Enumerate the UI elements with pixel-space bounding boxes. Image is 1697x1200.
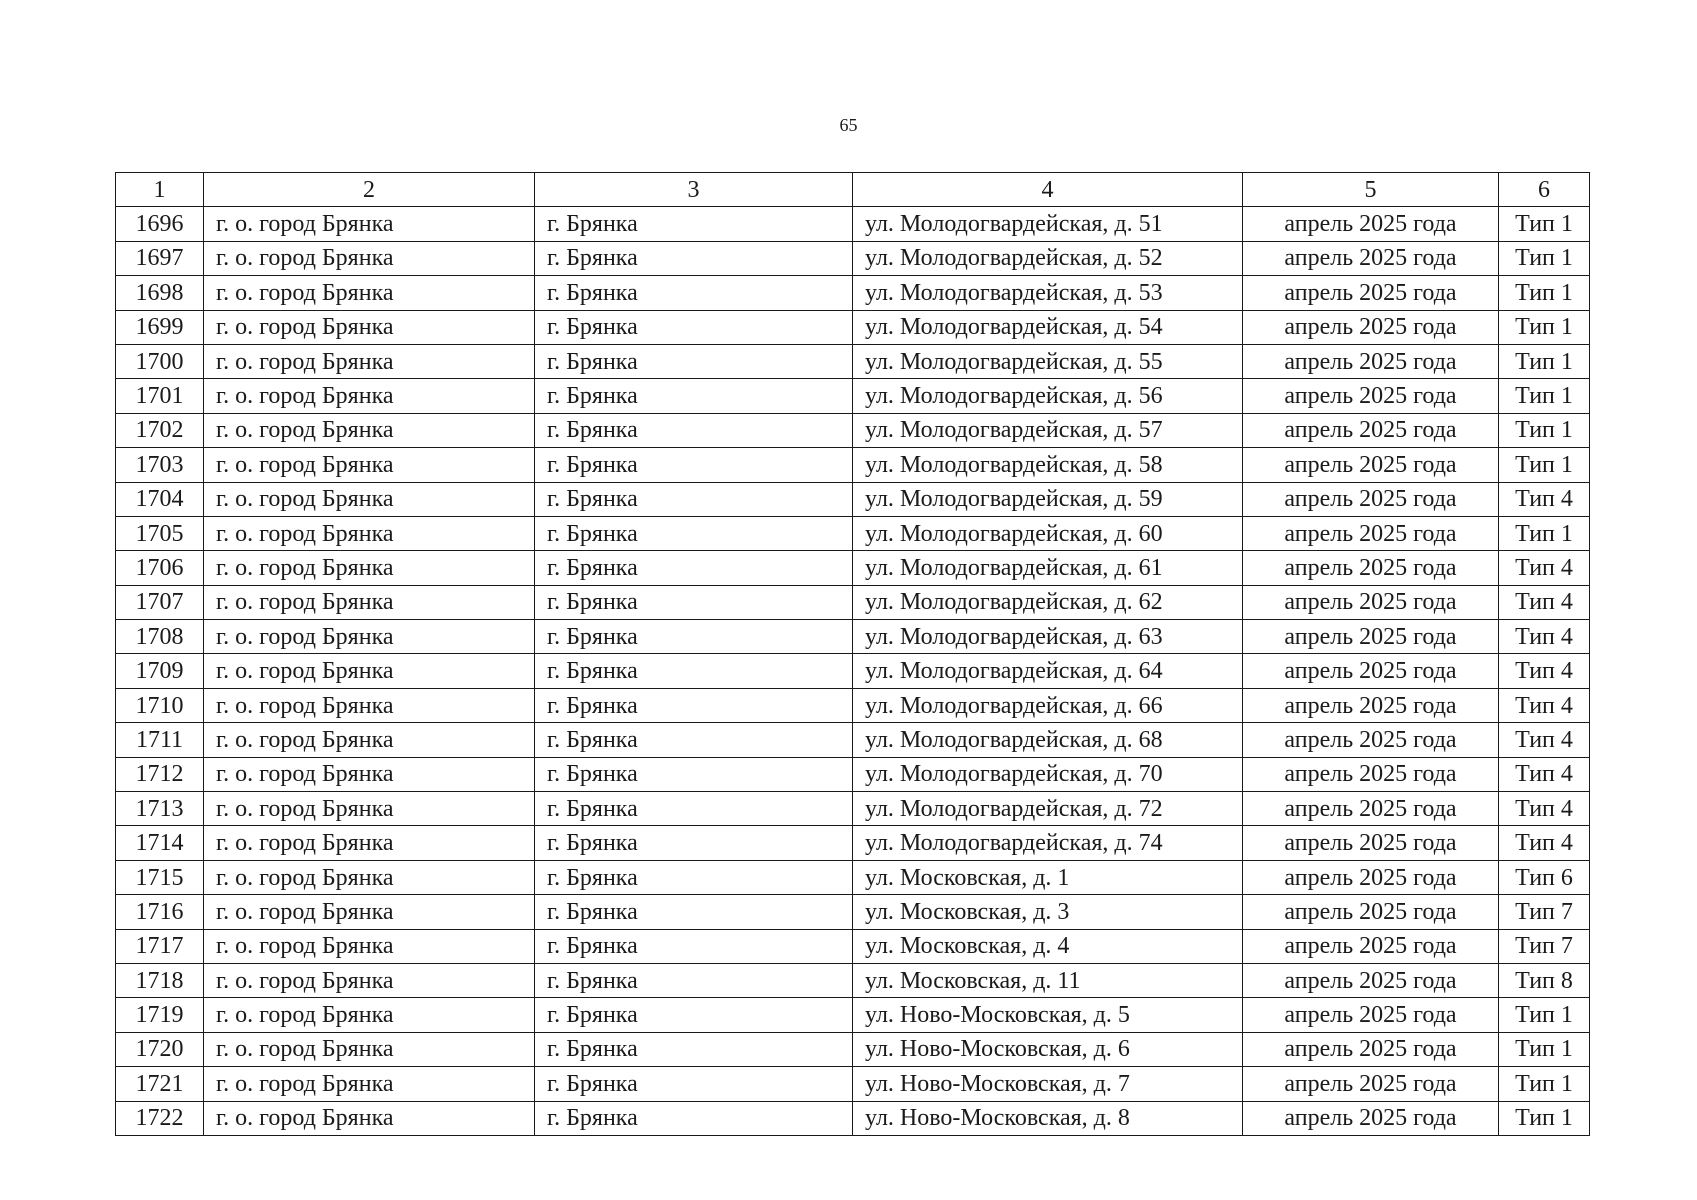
municipality-cell: г. о. город Брянка: [204, 998, 535, 1032]
date-cell: апрель 2025 года: [1243, 792, 1499, 826]
table-row: [116, 620, 1590, 654]
table-header: [116, 173, 1590, 207]
type-cell: Тип 1: [1499, 379, 1590, 413]
settlement-cell: г. Брянка: [535, 688, 853, 722]
table-row: [116, 929, 1590, 963]
municipality-cell: г. о. город Брянка: [204, 963, 535, 997]
municipality-cell: г. о. город Брянка: [204, 516, 535, 550]
municipality-cell: г. о. город Брянка: [204, 757, 535, 791]
table-row: [116, 826, 1590, 860]
column-header-4: 4: [853, 173, 1243, 207]
date-cell: апрель 2025 года: [1243, 620, 1499, 654]
row-number-cell: 1721: [116, 1067, 204, 1101]
table-row: [116, 757, 1590, 791]
municipality-cell: г. о. город Брянка: [204, 413, 535, 447]
settlement-cell: г. Брянка: [535, 792, 853, 826]
type-cell: Тип 1: [1499, 344, 1590, 378]
date-cell: апрель 2025 года: [1243, 585, 1499, 619]
municipality-cell: г. о. город Брянка: [204, 792, 535, 826]
address-cell: ул. Молодогвардейская, д. 63: [853, 620, 1243, 654]
settlement-cell: г. Брянка: [535, 344, 853, 378]
type-cell: Тип 1: [1499, 998, 1590, 1032]
address-cell: ул. Молодогвардейская, д. 64: [853, 654, 1243, 688]
row-number-cell: 1707: [116, 585, 204, 619]
date-cell: апрель 2025 года: [1243, 344, 1499, 378]
address-cell: ул. Молодогвардейская, д. 74: [853, 826, 1243, 860]
type-cell: Тип 4: [1499, 826, 1590, 860]
address-cell: ул. Московская, д. 3: [853, 895, 1243, 929]
table-row: [116, 688, 1590, 722]
table-row: [116, 207, 1590, 241]
date-cell: апрель 2025 года: [1243, 688, 1499, 722]
row-number-cell: 1703: [116, 448, 204, 482]
address-cell: ул. Молодогвардейская, д. 54: [853, 310, 1243, 344]
municipality-cell: г. о. город Брянка: [204, 448, 535, 482]
address-cell: ул. Молодогвардейская, д. 59: [853, 482, 1243, 516]
address-cell: ул. Ново-Московская, д. 7: [853, 1067, 1243, 1101]
row-number-cell: 1704: [116, 482, 204, 516]
type-cell: Тип 1: [1499, 516, 1590, 550]
settlement-cell: г. Брянка: [535, 826, 853, 860]
type-cell: Тип 1: [1499, 207, 1590, 241]
table-row: [116, 998, 1590, 1032]
date-cell: апрель 2025 года: [1243, 963, 1499, 997]
table-row: [116, 1032, 1590, 1066]
settlement-cell: г. Брянка: [535, 310, 853, 344]
row-number-cell: 1709: [116, 654, 204, 688]
type-cell: Тип 1: [1499, 448, 1590, 482]
row-number-cell: 1722: [116, 1101, 204, 1135]
date-cell: апрель 2025 года: [1243, 241, 1499, 275]
municipality-cell: г. о. город Брянка: [204, 895, 535, 929]
date-cell: апрель 2025 года: [1243, 551, 1499, 585]
table-row: [116, 276, 1590, 310]
type-cell: Тип 7: [1499, 929, 1590, 963]
date-cell: апрель 2025 года: [1243, 207, 1499, 241]
row-number-cell: 1705: [116, 516, 204, 550]
municipality-cell: г. о. город Брянка: [204, 860, 535, 894]
type-cell: Тип 1: [1499, 1067, 1590, 1101]
municipality-cell: г. о. город Брянка: [204, 826, 535, 860]
type-cell: Тип 1: [1499, 276, 1590, 310]
address-cell: ул. Молодогвардейская, д. 60: [853, 516, 1243, 550]
type-cell: Тип 7: [1499, 895, 1590, 929]
municipality-cell: г. о. город Брянка: [204, 379, 535, 413]
date-cell: апрель 2025 года: [1243, 654, 1499, 688]
date-cell: апрель 2025 года: [1243, 723, 1499, 757]
date-cell: апрель 2025 года: [1243, 1067, 1499, 1101]
row-number-cell: 1713: [116, 792, 204, 826]
column-header-5: 5: [1243, 173, 1499, 207]
address-cell: ул. Молодогвардейская, д. 66: [853, 688, 1243, 722]
row-number-cell: 1720: [116, 1032, 204, 1066]
type-cell: Тип 8: [1499, 963, 1590, 997]
type-cell: Тип 4: [1499, 688, 1590, 722]
address-cell: ул. Молодогвардейская, д. 53: [853, 276, 1243, 310]
date-cell: апрель 2025 года: [1243, 413, 1499, 447]
type-cell: Тип 1: [1499, 241, 1590, 275]
date-cell: апрель 2025 года: [1243, 826, 1499, 860]
municipality-cell: г. о. город Брянка: [204, 723, 535, 757]
type-cell: Тип 4: [1499, 551, 1590, 585]
date-cell: апрель 2025 года: [1243, 448, 1499, 482]
address-cell: ул. Молодогвардейская, д. 56: [853, 379, 1243, 413]
settlement-cell: г. Брянка: [535, 895, 853, 929]
settlement-cell: г. Брянка: [535, 276, 853, 310]
settlement-cell: г. Брянка: [535, 757, 853, 791]
table-row: [116, 516, 1590, 550]
settlement-cell: г. Брянка: [535, 723, 853, 757]
header-row: [116, 173, 1590, 207]
address-cell: ул. Молодогвардейская, д. 58: [853, 448, 1243, 482]
date-cell: апрель 2025 года: [1243, 1101, 1499, 1135]
settlement-cell: г. Брянка: [535, 929, 853, 963]
type-cell: Тип 1: [1499, 1032, 1590, 1066]
column-header-6: 6: [1499, 173, 1590, 207]
row-number-cell: 1706: [116, 551, 204, 585]
date-cell: апрель 2025 года: [1243, 310, 1499, 344]
settlement-cell: г. Брянка: [535, 207, 853, 241]
date-cell: апрель 2025 года: [1243, 1032, 1499, 1066]
settlement-cell: г. Брянка: [535, 585, 853, 619]
type-cell: Тип 4: [1499, 620, 1590, 654]
address-cell: ул. Молодогвардейская, д. 52: [853, 241, 1243, 275]
municipality-cell: г. о. город Брянка: [204, 551, 535, 585]
table-row: [116, 448, 1590, 482]
municipality-cell: г. о. город Брянка: [204, 482, 535, 516]
type-cell: Тип 4: [1499, 757, 1590, 791]
address-cell: ул. Молодогвардейская, д. 57: [853, 413, 1243, 447]
type-cell: Тип 4: [1499, 585, 1590, 619]
settlement-cell: г. Брянка: [535, 413, 853, 447]
address-cell: ул. Ново-Московская, д. 5: [853, 998, 1243, 1032]
table-row: [116, 792, 1590, 826]
date-cell: апрель 2025 года: [1243, 516, 1499, 550]
address-cell: ул. Молодогвардейская, д. 70: [853, 757, 1243, 791]
table-row: [116, 310, 1590, 344]
date-cell: апрель 2025 года: [1243, 929, 1499, 963]
row-number-cell: 1711: [116, 723, 204, 757]
address-cell: ул. Молодогвардейская, д. 51: [853, 207, 1243, 241]
table-row: [116, 241, 1590, 275]
settlement-cell: г. Брянка: [535, 1067, 853, 1101]
municipality-cell: г. о. город Брянка: [204, 1067, 535, 1101]
date-cell: апрель 2025 года: [1243, 860, 1499, 894]
settlement-cell: г. Брянка: [535, 379, 853, 413]
date-cell: апрель 2025 года: [1243, 482, 1499, 516]
table-row: [116, 585, 1590, 619]
address-cell: ул. Молодогвардейская, д. 72: [853, 792, 1243, 826]
row-number-cell: 1696: [116, 207, 204, 241]
table-row: [116, 413, 1590, 447]
address-cell: ул. Молодогвардейская, д. 62: [853, 585, 1243, 619]
settlement-cell: г. Брянка: [535, 516, 853, 550]
address-cell: ул. Молодогвардейская, д. 61: [853, 551, 1243, 585]
settlement-cell: г. Брянка: [535, 551, 853, 585]
table-body: [116, 207, 1590, 1136]
type-cell: Тип 1: [1499, 413, 1590, 447]
settlement-cell: г. Брянка: [535, 482, 853, 516]
table-row: [116, 654, 1590, 688]
type-cell: Тип 6: [1499, 860, 1590, 894]
table-row: [116, 482, 1590, 516]
municipality-cell: г. о. город Брянка: [204, 620, 535, 654]
municipality-cell: г. о. город Брянка: [204, 654, 535, 688]
settlement-cell: г. Брянка: [535, 620, 853, 654]
municipality-cell: г. о. город Брянка: [204, 310, 535, 344]
settlement-cell: г. Брянка: [535, 1101, 853, 1135]
table-row: [116, 344, 1590, 378]
table-row: [116, 963, 1590, 997]
settlement-cell: г. Брянка: [535, 860, 853, 894]
settlement-cell: г. Брянка: [535, 654, 853, 688]
address-cell: ул. Ново-Московская, д. 8: [853, 1101, 1243, 1135]
column-header-2: 2: [204, 173, 535, 207]
settlement-cell: г. Брянка: [535, 963, 853, 997]
row-number-cell: 1708: [116, 620, 204, 654]
type-cell: Тип 4: [1499, 654, 1590, 688]
address-cell: ул. Молодогвардейская, д. 68: [853, 723, 1243, 757]
date-cell: апрель 2025 года: [1243, 276, 1499, 310]
row-number-cell: 1710: [116, 688, 204, 722]
table-row: [116, 1101, 1590, 1135]
register-table: [115, 172, 1590, 1136]
table-row: [116, 860, 1590, 894]
date-cell: апрель 2025 года: [1243, 379, 1499, 413]
row-number-cell: 1717: [116, 929, 204, 963]
row-number-cell: 1698: [116, 276, 204, 310]
date-cell: апрель 2025 года: [1243, 998, 1499, 1032]
row-number-cell: 1719: [116, 998, 204, 1032]
column-header-3: 3: [535, 173, 853, 207]
table-row: [116, 379, 1590, 413]
date-cell: апрель 2025 года: [1243, 757, 1499, 791]
table-row: [116, 551, 1590, 585]
municipality-cell: г. о. город Брянка: [204, 688, 535, 722]
date-cell: апрель 2025 года: [1243, 895, 1499, 929]
municipality-cell: г. о. город Брянка: [204, 585, 535, 619]
row-number-cell: 1702: [116, 413, 204, 447]
settlement-cell: г. Брянка: [535, 241, 853, 275]
municipality-cell: г. о. город Брянка: [204, 344, 535, 378]
row-number-cell: 1700: [116, 344, 204, 378]
row-number-cell: 1718: [116, 963, 204, 997]
type-cell: Тип 4: [1499, 482, 1590, 516]
municipality-cell: г. о. город Брянка: [204, 241, 535, 275]
type-cell: Тип 1: [1499, 310, 1590, 344]
column-header-1: 1: [116, 173, 204, 207]
address-cell: ул. Московская, д. 11: [853, 963, 1243, 997]
row-number-cell: 1701: [116, 379, 204, 413]
table-row: [116, 895, 1590, 929]
address-cell: ул. Молодогвардейская, д. 55: [853, 344, 1243, 378]
settlement-cell: г. Брянка: [535, 998, 853, 1032]
row-number-cell: 1699: [116, 310, 204, 344]
settlement-cell: г. Брянка: [535, 1032, 853, 1066]
address-cell: ул. Московская, д. 4: [853, 929, 1243, 963]
type-cell: Тип 4: [1499, 723, 1590, 757]
row-number-cell: 1715: [116, 860, 204, 894]
municipality-cell: г. о. город Брянка: [204, 1101, 535, 1135]
page-number: 65: [839, 115, 858, 135]
row-number-cell: 1714: [116, 826, 204, 860]
table-row: [116, 723, 1590, 757]
municipality-cell: г. о. город Брянка: [204, 276, 535, 310]
settlement-cell: г. Брянка: [535, 448, 853, 482]
table-row: [116, 1067, 1590, 1101]
type-cell: Тип 1: [1499, 1101, 1590, 1135]
row-number-cell: 1716: [116, 895, 204, 929]
row-number-cell: 1697: [116, 241, 204, 275]
address-cell: ул. Ново-Московская, д. 6: [853, 1032, 1243, 1066]
municipality-cell: г. о. город Брянка: [204, 1032, 535, 1066]
row-number-cell: 1712: [116, 757, 204, 791]
municipality-cell: г. о. город Брянка: [204, 207, 535, 241]
municipality-cell: г. о. город Брянка: [204, 929, 535, 963]
type-cell: Тип 4: [1499, 792, 1590, 826]
address-cell: ул. Московская, д. 1: [853, 860, 1243, 894]
